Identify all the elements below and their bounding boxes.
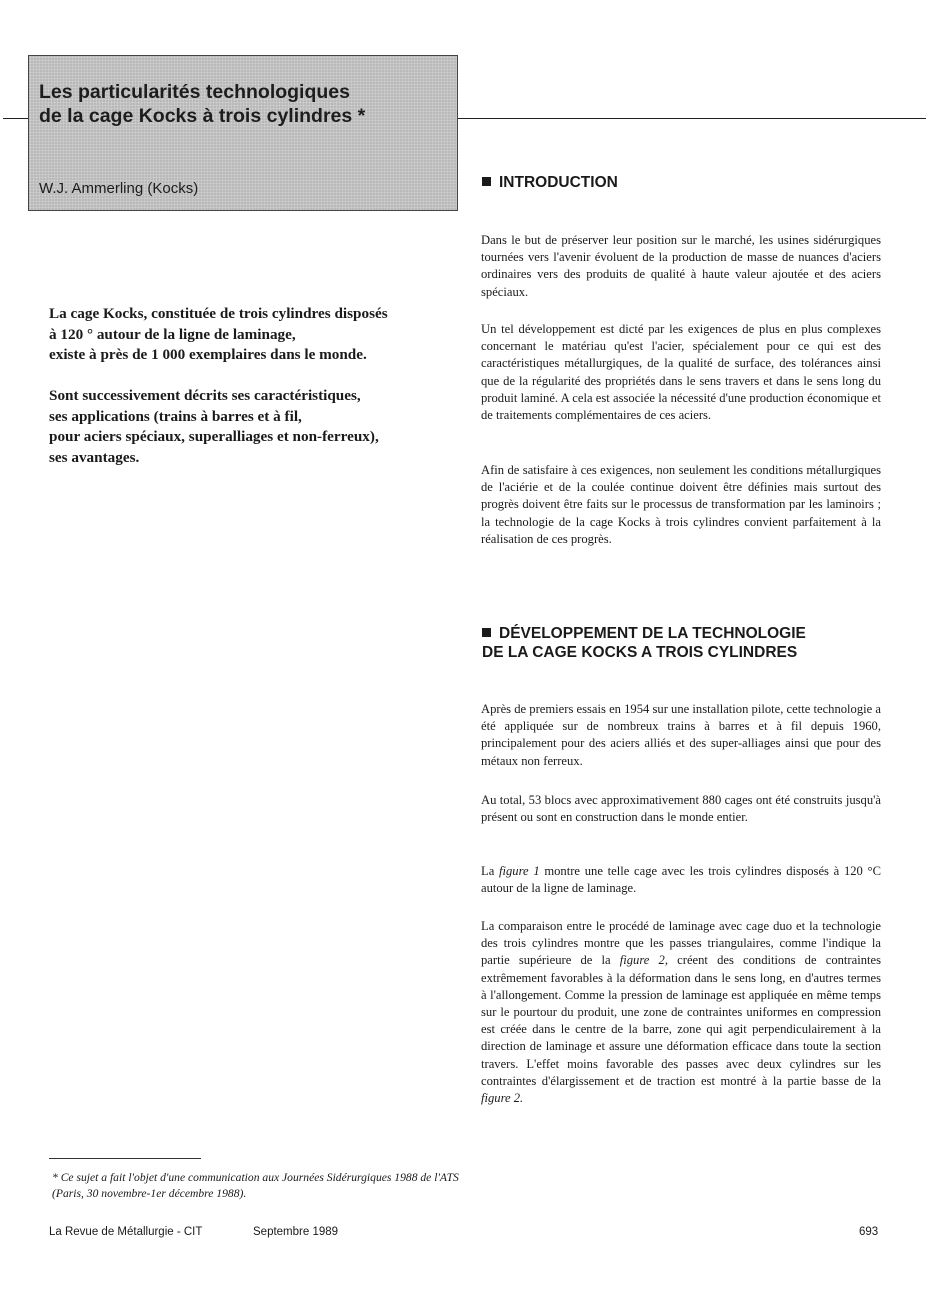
section-heading-development — [482, 624, 902, 662]
footnote: * Ce sujet a fait l'objet d'une communication aux Journées Sidérurgiques 1988 de l'ATS (Paris, 30 novembre-1er décembre 1988). — [52, 1171, 459, 1200]
intro-paragraph-1: Dans le but de préserver leur position sur le marché, les usines sidérurgiques tournées vers l'avenir évoluent de la production de masse de nuances d'aciers ordinaires vers des produits de qualité à haute valeur ajoutée et des aciers spéciaux. — [481, 233, 881, 299]
square-bullet-icon — [482, 628, 491, 637]
abstract-paragraph-2: Sont successivement décrits ses caractéristiques, ses applications (trains à barres et à fil, pour aciers spéciaux, superalliages et non-ferreux), ses avantages. — [49, 387, 379, 466]
title-rule-left — [3, 118, 31, 119]
title-rule-right — [458, 118, 926, 119]
square-bullet-icon — [482, 177, 491, 186]
development-paragraph-2: Au total, 53 blocs avec approximativement 880 cages ont été construits jusqu'à présent ou sont en construction dans le monde entier. — [481, 793, 881, 825]
footer-journal: La Revue de Métallurgie - CIT — [49, 1226, 203, 1238]
figure-reference: figure 1 — [499, 864, 540, 878]
article-author: W.J. Ammerling (Kocks) — [39, 180, 199, 197]
text-segment: créent des conditions de contraintes extrêmement favorables à la déformation dans le sens long, en d'autres termes à l'allongement. Comme la pression de laminage est appliquée en même temps sur le pourtour du produit, une zone de contraintes uniformes en compression est créée dans le centre de la barre, zone qui agit perpendiculairement à la direction de laminage et assure une déformation efficace dans toute la section travers. L'effet moins favorable des passes avec deux cylindres sur les contraintes d'élargissement et de traction est montré à la partie basse de la — [481, 953, 881, 1088]
footer-date: Septembre 1989 — [253, 1226, 339, 1238]
title-box — [28, 55, 458, 211]
development-paragraph-1: Après de premiers essais en 1954 sur une installation pilote, cette technologie a été appliquée sur de nombreux trains à barres et à fil depuis 1960, principalement pour des aciers alliés et des super-alliages ainsi que pour des métaux non ferreux. — [481, 702, 881, 768]
development-paragraph-4 — [481, 918, 881, 1107]
intro-paragraph-2: Un tel développement est dicté par les exigences de plus en plus complexes concernant le matériau qu'est l'acier, spécialement pour ce qui est des caractéristiques métallurgiques, de la qualité de surface, des tolérances ainsi que de la régularité des propriétés dans le sens travers et dans le sens long du produit laminé. A cela est associée la nécessité d'une production économique et de traitements complémentaires de ces aciers. — [481, 322, 881, 423]
abstract-paragraph-1: La cage Kocks, constituée de trois cylindres disposés à 120 ° autour de la ligne de laminage, existe à près de 1 000 exemplaires dans le monde. — [49, 305, 388, 363]
section-heading-development-text: DÉVELOPPEMENT DE LA TECHNOLOGIE DE LA CAGE KOCKS A TROIS CYLINDRES — [482, 625, 806, 661]
section-heading-introduction-text: INTRODUCTION — [499, 174, 618, 191]
article-title: Les particularités technologiques de la cage Kocks à trois cylindres * — [39, 81, 366, 127]
section-heading-introduction — [482, 173, 902, 192]
text-segment: La — [481, 864, 499, 878]
text-segment: La comparaison entre le procédé de laminage avec cage duo et la technologie des trois cylindres montre que les passes triangulaires, comme l'indique la partie supérieure de la — [481, 919, 881, 968]
text-segment: montre une telle cage avec les trois cylindres disposés à 120 °C autour de la ligne de laminage. — [481, 864, 881, 896]
figure-reference: figure 2. — [481, 1091, 524, 1106]
footnote-rule — [49, 1158, 201, 1159]
development-paragraph-3 — [481, 863, 881, 897]
page-number: 693 — [859, 1226, 879, 1238]
intro-paragraph-3: Afin de satisfaire à ces exigences, non seulement les conditions métallurgiques de l'aciérie et de la coulée continue doivent être définies mais surtout des progrès doivent être faits sur le processus de transformation par les laminoirs ; la technologie de la cage Kocks à trois cylindres convient parfaitement à la réalisation de ces progrès. — [481, 463, 881, 546]
figure-reference: figure 2, — [619, 953, 668, 968]
